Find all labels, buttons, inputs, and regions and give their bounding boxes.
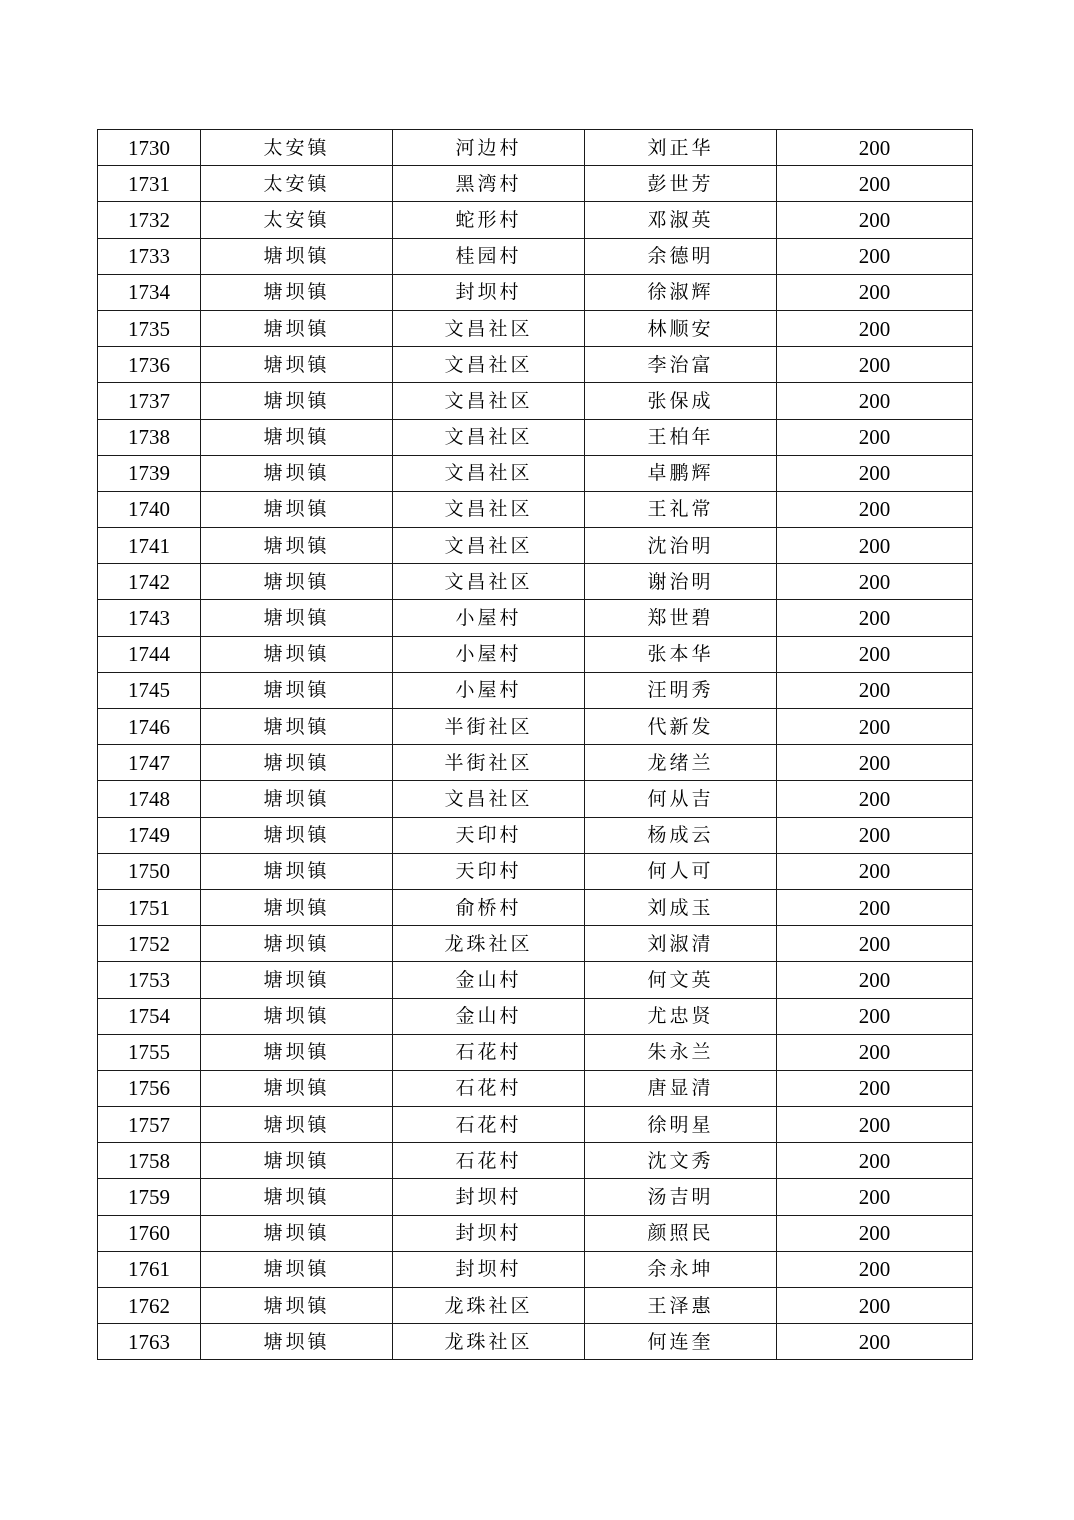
person-name-cell: 林顺安	[585, 310, 777, 346]
person-name-cell: 何从吉	[585, 781, 777, 817]
town-cell: 塘坝镇	[201, 1107, 393, 1143]
serial-number-cell: 1730	[98, 130, 201, 166]
table-row	[98, 636, 973, 672]
person-name-cell: 谢治明	[585, 564, 777, 600]
table-row	[98, 889, 973, 925]
village-cell: 龙珠社区	[393, 1288, 585, 1324]
person-name-cell: 朱永兰	[585, 1034, 777, 1070]
village-cell: 小屋村	[393, 600, 585, 636]
person-name-cell: 刘成玉	[585, 889, 777, 925]
table-row	[98, 1143, 973, 1179]
serial-number-cell: 1732	[98, 202, 201, 238]
village-cell: 天印村	[393, 853, 585, 889]
serial-number-cell: 1751	[98, 889, 201, 925]
amount-cell: 200	[777, 1288, 973, 1324]
person-name-cell: 张保成	[585, 383, 777, 419]
person-name-cell: 王礼常	[585, 491, 777, 527]
amount-cell: 200	[777, 1215, 973, 1251]
table-row	[98, 491, 973, 527]
serial-number-cell: 1759	[98, 1179, 201, 1215]
table-row	[98, 419, 973, 455]
village-cell: 文昌社区	[393, 310, 585, 346]
amount-cell: 200	[777, 672, 973, 708]
amount-cell: 200	[777, 781, 973, 817]
table-row	[98, 130, 973, 166]
table-row	[98, 564, 973, 600]
person-name-cell: 何连奎	[585, 1324, 777, 1360]
serial-number-cell: 1739	[98, 455, 201, 491]
village-cell: 半街社区	[393, 745, 585, 781]
town-cell: 太安镇	[201, 130, 393, 166]
amount-cell: 200	[777, 564, 973, 600]
village-cell: 石花村	[393, 1034, 585, 1070]
table-row	[98, 709, 973, 745]
serial-number-cell: 1734	[98, 274, 201, 310]
table-row	[98, 600, 973, 636]
amount-cell: 200	[777, 1107, 973, 1143]
person-name-cell: 何人可	[585, 853, 777, 889]
amount-cell: 200	[777, 636, 973, 672]
table-row	[98, 817, 973, 853]
serial-number-cell: 1731	[98, 166, 201, 202]
serial-number-cell: 1740	[98, 491, 201, 527]
person-name-cell: 徐淑辉	[585, 274, 777, 310]
table-row	[98, 455, 973, 491]
serial-number-cell: 1736	[98, 347, 201, 383]
serial-number-cell: 1741	[98, 528, 201, 564]
person-name-cell: 沈治明	[585, 528, 777, 564]
town-cell: 塘坝镇	[201, 274, 393, 310]
town-cell: 塘坝镇	[201, 853, 393, 889]
village-cell: 金山村	[393, 998, 585, 1034]
village-cell: 封坝村	[393, 1179, 585, 1215]
town-cell: 塘坝镇	[201, 709, 393, 745]
person-name-cell: 张本华	[585, 636, 777, 672]
town-cell: 塘坝镇	[201, 238, 393, 274]
town-cell: 塘坝镇	[201, 1070, 393, 1106]
amount-cell: 200	[777, 238, 973, 274]
table-row	[98, 745, 973, 781]
town-cell: 塘坝镇	[201, 1215, 393, 1251]
town-cell: 塘坝镇	[201, 962, 393, 998]
amount-cell: 200	[777, 130, 973, 166]
amount-cell: 200	[777, 455, 973, 491]
village-cell: 小屋村	[393, 672, 585, 708]
table-row	[98, 672, 973, 708]
serial-number-cell: 1755	[98, 1034, 201, 1070]
serial-number-cell: 1750	[98, 853, 201, 889]
person-name-cell: 余德明	[585, 238, 777, 274]
village-cell: 文昌社区	[393, 383, 585, 419]
person-name-cell: 汤吉明	[585, 1179, 777, 1215]
village-cell: 文昌社区	[393, 781, 585, 817]
village-cell: 龙珠社区	[393, 1324, 585, 1360]
table-row	[98, 347, 973, 383]
person-name-cell: 龙绪兰	[585, 745, 777, 781]
amount-cell: 200	[777, 817, 973, 853]
person-name-cell: 余永坤	[585, 1251, 777, 1287]
town-cell: 塘坝镇	[201, 1251, 393, 1287]
person-name-cell: 刘正华	[585, 130, 777, 166]
amount-cell: 200	[777, 889, 973, 925]
amount-cell: 200	[777, 1324, 973, 1360]
person-name-cell: 彭世芳	[585, 166, 777, 202]
amount-cell: 200	[777, 528, 973, 564]
town-cell: 塘坝镇	[201, 889, 393, 925]
serial-number-cell: 1735	[98, 310, 201, 346]
serial-number-cell: 1760	[98, 1215, 201, 1251]
town-cell: 塘坝镇	[201, 1034, 393, 1070]
amount-cell: 200	[777, 1179, 973, 1215]
table-row	[98, 1288, 973, 1324]
town-cell: 塘坝镇	[201, 419, 393, 455]
village-cell: 文昌社区	[393, 347, 585, 383]
amount-cell: 200	[777, 1251, 973, 1287]
table-row	[98, 1107, 973, 1143]
serial-number-cell: 1737	[98, 383, 201, 419]
village-cell: 封坝村	[393, 1215, 585, 1251]
amount-cell: 200	[777, 202, 973, 238]
serial-number-cell: 1756	[98, 1070, 201, 1106]
village-cell: 河边村	[393, 130, 585, 166]
serial-number-cell: 1752	[98, 926, 201, 962]
roster-table-body	[98, 130, 973, 1360]
village-cell: 俞桥村	[393, 889, 585, 925]
village-cell: 文昌社区	[393, 491, 585, 527]
village-cell: 龙珠社区	[393, 926, 585, 962]
serial-number-cell: 1747	[98, 745, 201, 781]
serial-number-cell: 1742	[98, 564, 201, 600]
village-cell: 蛇形村	[393, 202, 585, 238]
person-name-cell: 杨成云	[585, 817, 777, 853]
village-cell: 文昌社区	[393, 528, 585, 564]
person-name-cell: 徐明星	[585, 1107, 777, 1143]
town-cell: 塘坝镇	[201, 1143, 393, 1179]
amount-cell: 200	[777, 745, 973, 781]
town-cell: 塘坝镇	[201, 817, 393, 853]
table-row	[98, 166, 973, 202]
village-cell: 小屋村	[393, 636, 585, 672]
person-name-cell: 何文英	[585, 962, 777, 998]
table-row	[98, 528, 973, 564]
table-row	[98, 853, 973, 889]
serial-number-cell: 1744	[98, 636, 201, 672]
village-cell: 石花村	[393, 1070, 585, 1106]
town-cell: 塘坝镇	[201, 672, 393, 708]
table-row	[98, 383, 973, 419]
town-cell: 塘坝镇	[201, 781, 393, 817]
table-row	[98, 781, 973, 817]
table-row	[98, 274, 973, 310]
village-cell: 桂园村	[393, 238, 585, 274]
serial-number-cell: 1762	[98, 1288, 201, 1324]
serial-number-cell: 1743	[98, 600, 201, 636]
person-name-cell: 刘淑清	[585, 926, 777, 962]
amount-cell: 200	[777, 491, 973, 527]
table-row	[98, 1070, 973, 1106]
amount-cell: 200	[777, 1034, 973, 1070]
table-row	[98, 310, 973, 346]
table-row	[98, 1215, 973, 1251]
amount-cell: 200	[777, 962, 973, 998]
town-cell: 塘坝镇	[201, 745, 393, 781]
amount-cell: 200	[777, 419, 973, 455]
amount-cell: 200	[777, 383, 973, 419]
person-name-cell: 李治富	[585, 347, 777, 383]
amount-cell: 200	[777, 709, 973, 745]
amount-cell: 200	[777, 600, 973, 636]
village-cell: 文昌社区	[393, 419, 585, 455]
person-name-cell: 王柏年	[585, 419, 777, 455]
person-name-cell: 代新发	[585, 709, 777, 745]
village-cell: 文昌社区	[393, 564, 585, 600]
table-row	[98, 1179, 973, 1215]
amount-cell: 200	[777, 166, 973, 202]
person-name-cell: 颜照民	[585, 1215, 777, 1251]
serial-number-cell: 1758	[98, 1143, 201, 1179]
person-name-cell: 汪明秀	[585, 672, 777, 708]
serial-number-cell: 1763	[98, 1324, 201, 1360]
table-row	[98, 1251, 973, 1287]
person-name-cell: 郑世碧	[585, 600, 777, 636]
roster-table	[97, 129, 973, 1360]
village-cell: 文昌社区	[393, 455, 585, 491]
town-cell: 塘坝镇	[201, 1179, 393, 1215]
table-row	[98, 962, 973, 998]
table-row	[98, 1324, 973, 1360]
table-row	[98, 926, 973, 962]
person-name-cell: 邓淑英	[585, 202, 777, 238]
amount-cell: 200	[777, 347, 973, 383]
person-name-cell: 卓鹏辉	[585, 455, 777, 491]
serial-number-cell: 1745	[98, 672, 201, 708]
village-cell: 黑湾村	[393, 166, 585, 202]
town-cell: 塘坝镇	[201, 1324, 393, 1360]
town-cell: 塘坝镇	[201, 455, 393, 491]
village-cell: 石花村	[393, 1143, 585, 1179]
serial-number-cell: 1753	[98, 962, 201, 998]
village-cell: 金山村	[393, 962, 585, 998]
serial-number-cell: 1757	[98, 1107, 201, 1143]
town-cell: 塘坝镇	[201, 564, 393, 600]
town-cell: 塘坝镇	[201, 310, 393, 346]
table-row	[98, 238, 973, 274]
table-row	[98, 1034, 973, 1070]
town-cell: 太安镇	[201, 202, 393, 238]
town-cell: 塘坝镇	[201, 636, 393, 672]
serial-number-cell: 1746	[98, 709, 201, 745]
amount-cell: 200	[777, 926, 973, 962]
town-cell: 塘坝镇	[201, 926, 393, 962]
table-row	[98, 998, 973, 1034]
serial-number-cell: 1749	[98, 817, 201, 853]
serial-number-cell: 1761	[98, 1251, 201, 1287]
serial-number-cell: 1748	[98, 781, 201, 817]
person-name-cell: 唐显清	[585, 1070, 777, 1106]
amount-cell: 200	[777, 1070, 973, 1106]
person-name-cell: 王泽惠	[585, 1288, 777, 1324]
village-cell: 封坝村	[393, 274, 585, 310]
town-cell: 太安镇	[201, 166, 393, 202]
amount-cell: 200	[777, 853, 973, 889]
town-cell: 塘坝镇	[201, 998, 393, 1034]
serial-number-cell: 1738	[98, 419, 201, 455]
town-cell: 塘坝镇	[201, 347, 393, 383]
village-cell: 石花村	[393, 1107, 585, 1143]
person-name-cell: 尤忠贤	[585, 998, 777, 1034]
amount-cell: 200	[777, 274, 973, 310]
town-cell: 塘坝镇	[201, 491, 393, 527]
village-cell: 天印村	[393, 817, 585, 853]
person-name-cell: 沈文秀	[585, 1143, 777, 1179]
serial-number-cell: 1733	[98, 238, 201, 274]
serial-number-cell: 1754	[98, 998, 201, 1034]
town-cell: 塘坝镇	[201, 600, 393, 636]
village-cell: 封坝村	[393, 1251, 585, 1287]
amount-cell: 200	[777, 998, 973, 1034]
town-cell: 塘坝镇	[201, 1288, 393, 1324]
town-cell: 塘坝镇	[201, 383, 393, 419]
amount-cell: 200	[777, 310, 973, 346]
town-cell: 塘坝镇	[201, 528, 393, 564]
village-cell: 半街社区	[393, 709, 585, 745]
table-row	[98, 202, 973, 238]
amount-cell: 200	[777, 1143, 973, 1179]
